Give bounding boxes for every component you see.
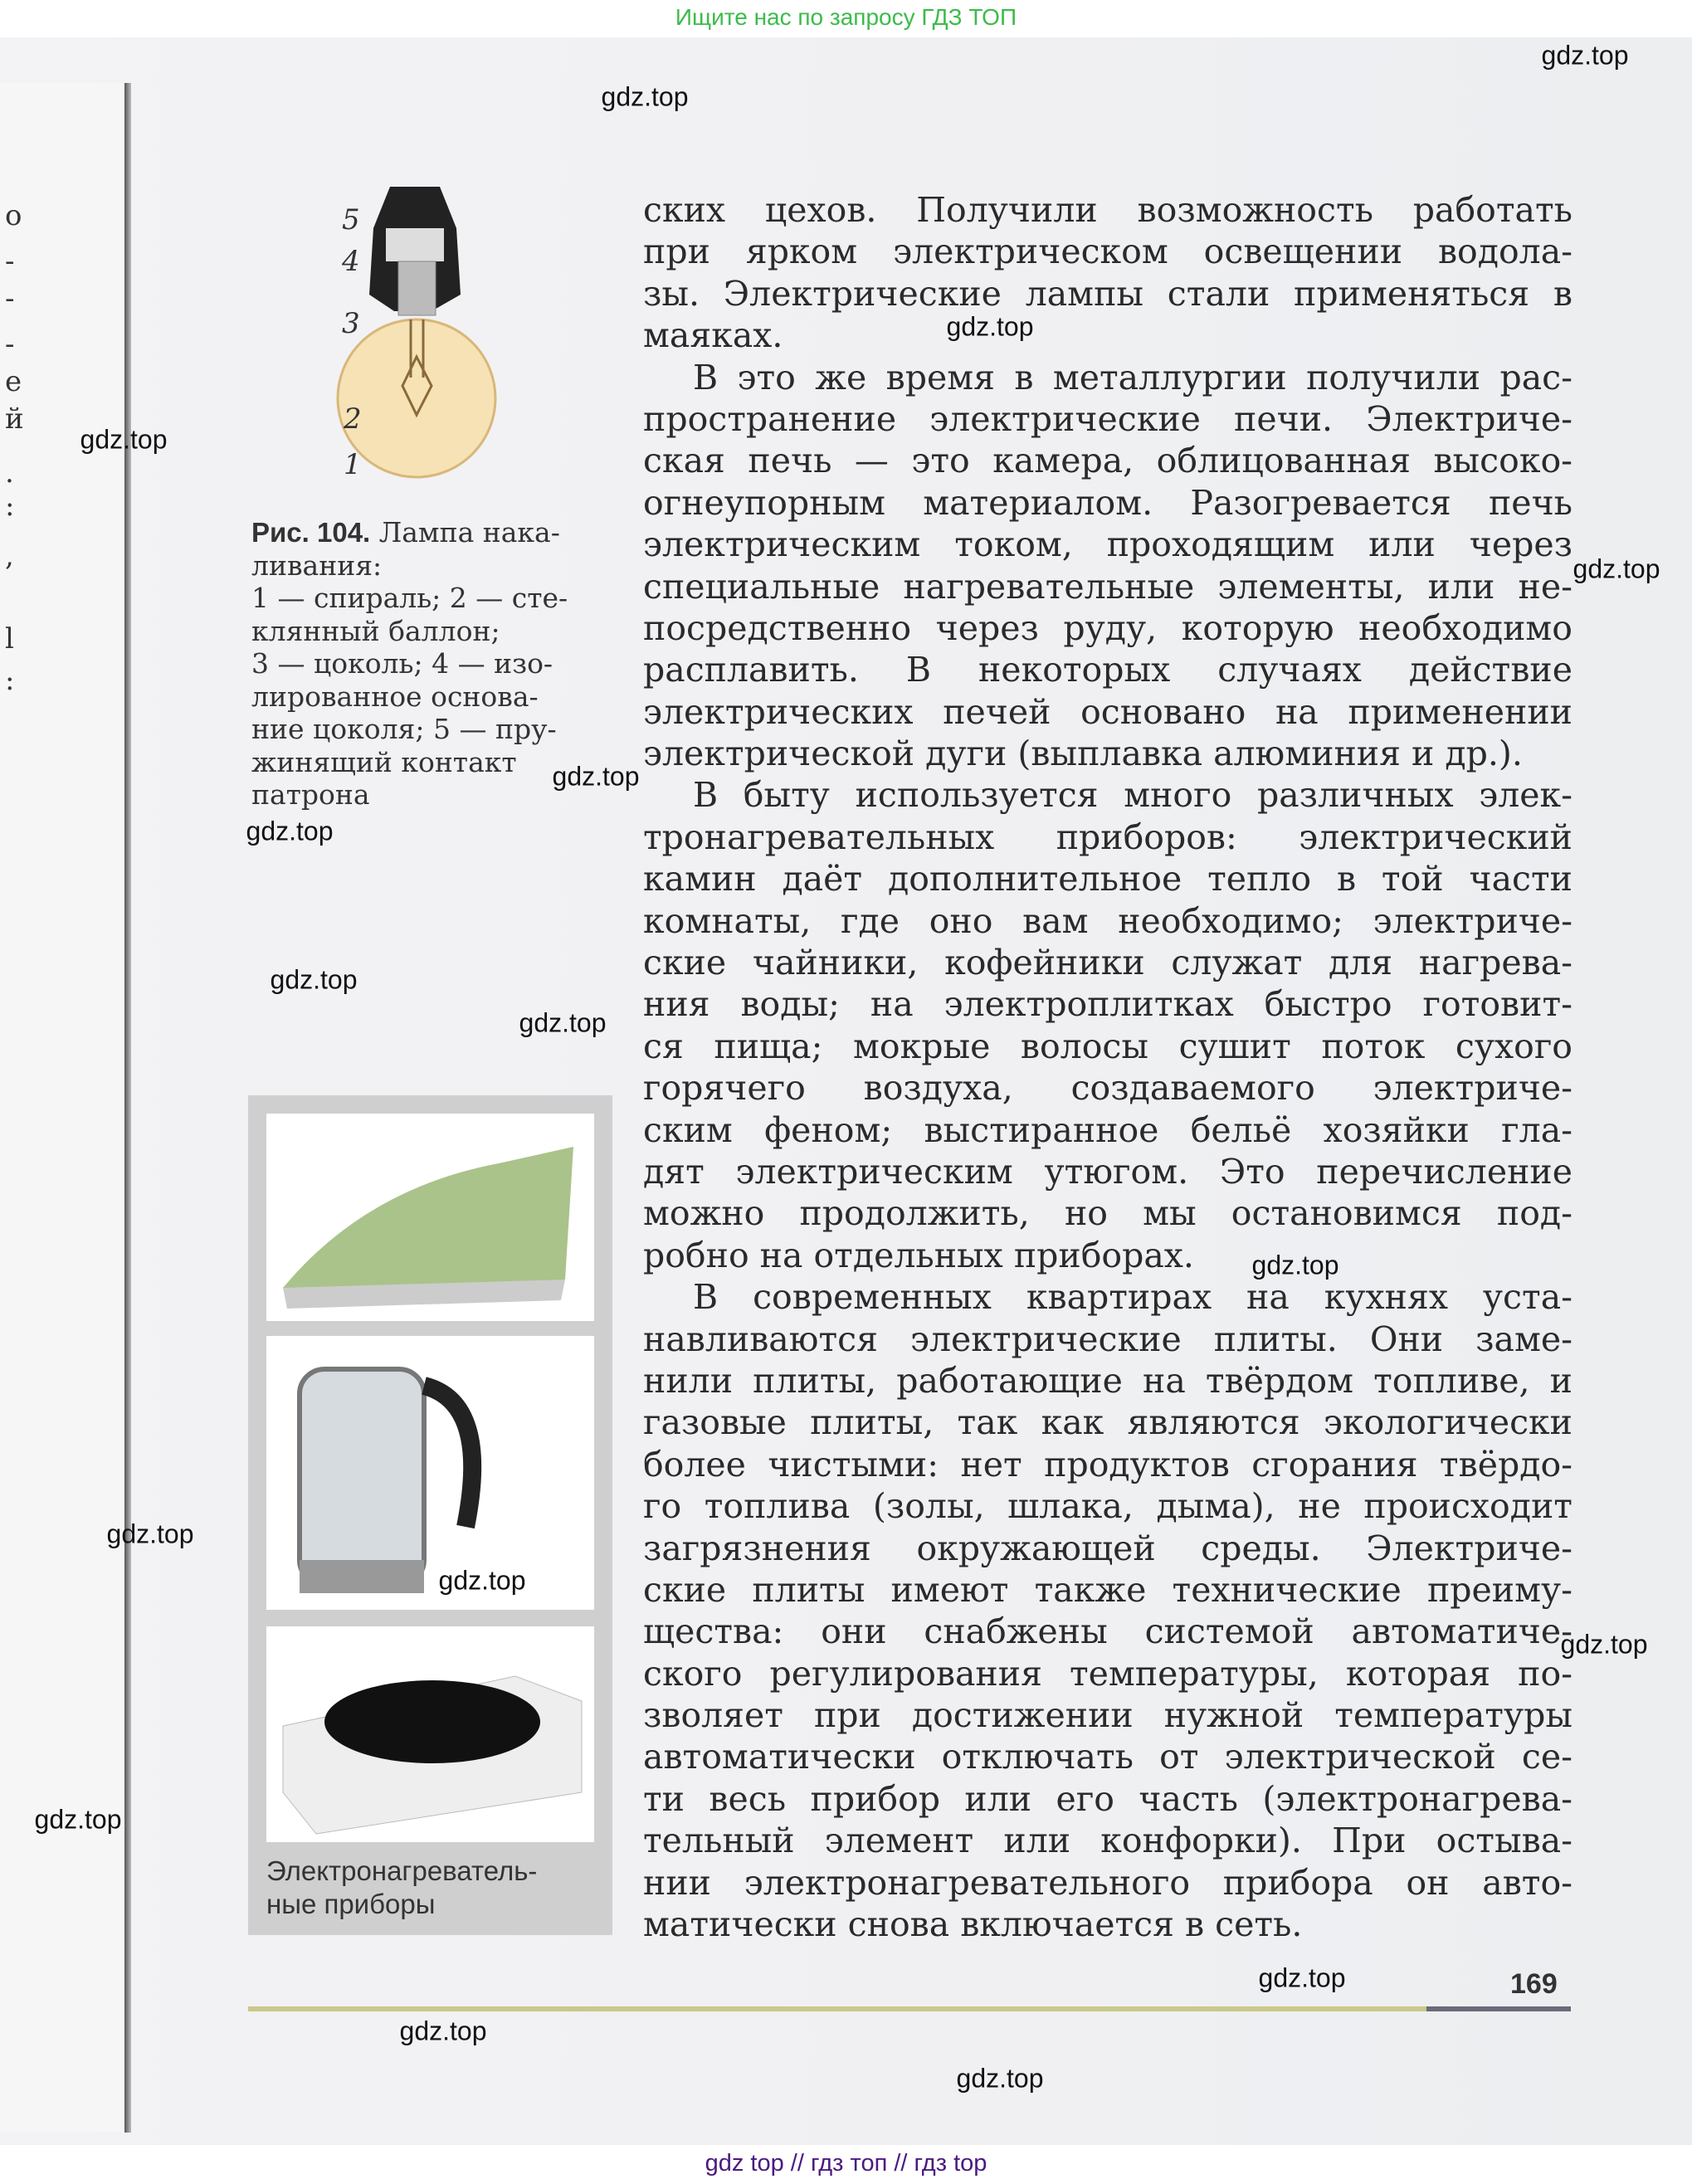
kettle-photo (266, 1336, 594, 1610)
text-line: более чистыми: нет продуктов сгорания твёрдо- (643, 1444, 1573, 1484)
caption-line: лированное основа- (251, 680, 539, 713)
margin-fragment: - (5, 282, 15, 315)
page-number: 169 (1510, 1968, 1558, 2000)
watermark: gdz.top (34, 1804, 122, 1835)
text-line: газовые плиты, так как являются экологически (643, 1402, 1573, 1443)
watermark: gdz.top (519, 1007, 607, 1038)
text-line: робно на отдельных приборах. (643, 1235, 1194, 1275)
margin-fragment: l (5, 622, 14, 656)
bottom-banner[interactable]: gdz top // гдз топ // гдз top (0, 2145, 1692, 2184)
lamp-label: 3 (342, 307, 360, 340)
margin-fragment: . (5, 456, 14, 490)
watermark: gdz.top (956, 2063, 1044, 2094)
text-line: камин даёт дополнительное тепло в той части (643, 859, 1573, 899)
footer-rule-accent (1426, 2006, 1571, 2011)
text-line: ских цехов. Получили возможность работать (643, 190, 1573, 230)
margin-fragment: : (5, 490, 15, 523)
text-line: электрическим током, проходящим или через (643, 524, 1573, 565)
watermark: gdz.top (246, 816, 334, 846)
text-line: ская печь — это камера, облицованная высоко- (643, 441, 1573, 481)
lamp-label: 4 (342, 245, 360, 278)
search-banner[interactable]: Ищите нас по запросу ГДЗ ТОП (0, 0, 1692, 37)
text-line: автоматически отключать от электрической се- (643, 1737, 1573, 1777)
margin-fragment: - (5, 328, 15, 361)
text-line: комнаты, где оно вам необходимо; электриче- (643, 900, 1573, 941)
watermark: gdz.top (946, 311, 1034, 342)
watermark: gdz.top (106, 1519, 194, 1549)
appliances-figure (248, 1095, 612, 1935)
lamp-label: 1 (344, 448, 362, 481)
text-line: ские чайники, кофейники служат для нагрева- (643, 943, 1573, 983)
watermark: gdz.top (552, 761, 640, 792)
caption-line: Лампа нака- (370, 516, 560, 548)
appliances-caption (266, 1855, 537, 1921)
margin-fragment: : (5, 664, 15, 697)
text-line: тронагревательных приборов: электрический (643, 817, 1573, 857)
text-line: расплавить. В некоторых случаях действие (643, 650, 1573, 690)
margin-fragment: е (5, 365, 22, 398)
text-line: тельный элемент или конфорки). При остыва- (643, 1821, 1573, 1861)
text-line: электрических печей основано на применении (643, 691, 1573, 732)
text-line: электрической дуги (выплавка алюминия и др.). (643, 734, 1523, 774)
text-line: В быту используется много различных элек- (693, 775, 1573, 816)
text-line: зволяет при достижении нужной температуры (643, 1695, 1573, 1736)
caption-line: ние цоколя; 5 — пру- (251, 713, 557, 745)
watermark: gdz.top (1560, 1629, 1648, 1660)
watermark: gdz.top (601, 81, 689, 112)
text-line: ского регулирования температуры, которая по- (643, 1653, 1573, 1694)
caption-line: 1 — спираль; 2 — сте- (251, 582, 568, 614)
text-line: навливаются электрические плиты. Они заме- (643, 1319, 1573, 1359)
watermark: gdz.top (270, 964, 358, 995)
watermark: gdz.top (1573, 553, 1660, 584)
iron-photo (266, 1114, 594, 1321)
watermark: gdz.top (1258, 1962, 1346, 1993)
watermark: gdz.top (80, 424, 168, 455)
figure-caption (251, 516, 600, 812)
text-line: В современных квартирах на кухнях уста- (693, 1277, 1573, 1318)
text-line: нии электронагревательного прибора он авто- (643, 1862, 1573, 1903)
caption-line: Электронагреватель- (266, 1855, 538, 1886)
margin-fragment: - (5, 245, 15, 278)
figure-number: Рис. 104. (251, 517, 371, 548)
caption-line: ливания: (251, 548, 383, 582)
margin-fragment: й (5, 402, 24, 436)
text-line: ским феном; выстиранное бельё хозяйки гла- (643, 1109, 1573, 1150)
text-line: ские плиты имеют также технические преиму- (643, 1569, 1573, 1610)
footer-rule (248, 2006, 1426, 2011)
text-line: ти весь прибор или его часть (электронагрева- (643, 1778, 1573, 1819)
caption-line: 3 — цоколь; 4 — изо- (251, 647, 553, 680)
incandescent-lamp-figure (332, 178, 531, 502)
book-spine (124, 83, 131, 2133)
hot-plate-photo (266, 1626, 594, 1842)
text-line: зы. Электрические лампы стали применяться в (643, 273, 1573, 314)
text-line: В это же время в металлургии получили рас- (693, 357, 1573, 397)
text-line: загрязнения окружающей среды. Электриче- (643, 1528, 1573, 1568)
text-line: пространение электрические печи. Электриче- (643, 398, 1573, 439)
text-line: дят электрическим утюгом. Это перечисление (643, 1151, 1573, 1192)
text-line: горячего воздуха, создаваемого электриче- (643, 1068, 1573, 1109)
lamp-label: 5 (342, 203, 360, 236)
caption-line: клянный баллон; (251, 614, 500, 647)
body-text (643, 189, 1573, 1945)
text-line: го топлива (золы, шлака, дыма), не происходит (643, 1486, 1573, 1527)
caption-line: патрона (251, 778, 370, 811)
text-line: нили плиты, работающие на твёрдом топливе, и (643, 1360, 1573, 1401)
margin-fragment: , (5, 539, 14, 573)
caption-line: жинящий контакт (251, 745, 517, 778)
text-line: ся пища; мокрые волосы сушит поток сухого (643, 1026, 1573, 1066)
text-line: специальные нагревательные элементы, или не- (643, 566, 1573, 607)
caption-line: ные приборы (266, 1889, 436, 1919)
text-line: можно продолжить, но мы остановимся под- (643, 1193, 1573, 1234)
watermark: gdz.top (1251, 1250, 1339, 1280)
text-line: огнеупорным материалом. Разогревается печь (643, 482, 1573, 523)
text-line: посредственно через руду, которую необходимо (643, 607, 1573, 648)
watermark: gdz.top (1541, 40, 1629, 71)
text-line: при ярком электрическом освещении водола- (643, 232, 1573, 272)
text-line: маяках. (643, 315, 783, 356)
text-line: матически снова включается в сеть. (643, 1904, 1303, 1945)
margin-fragment: о (5, 199, 22, 232)
text-line: ния воды; на электроплитках быстро готовит- (643, 984, 1573, 1025)
watermark: gdz.top (399, 2016, 487, 2046)
lamp-label: 2 (344, 402, 362, 436)
text-line: щества: они снабжены системой автоматиче- (643, 1611, 1573, 1652)
watermark: gdz.top (438, 1565, 526, 1596)
